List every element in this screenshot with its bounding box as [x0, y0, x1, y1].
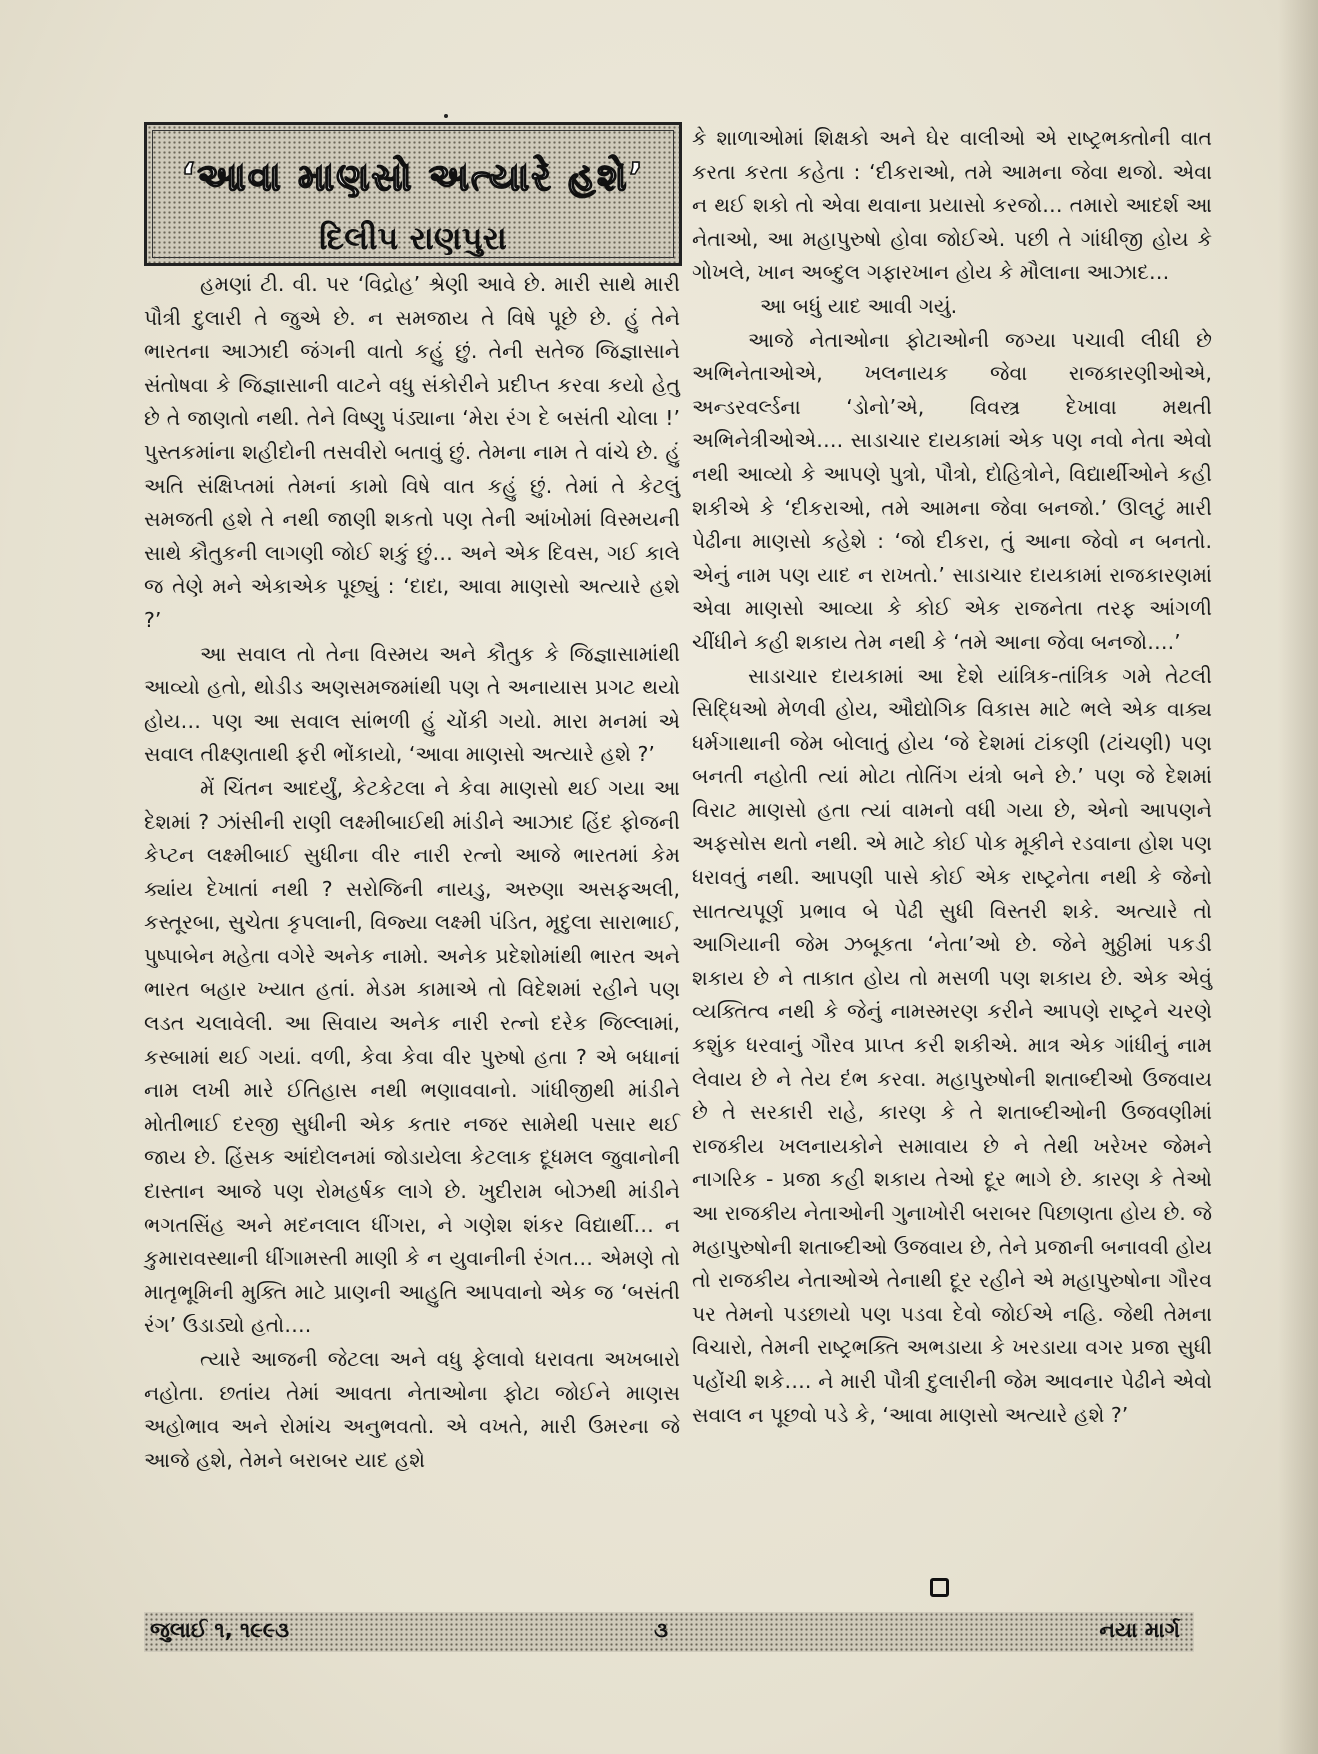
footer-page-number: ૩ [654, 1618, 668, 1642]
left-column [144, 268, 680, 1477]
paragraph: સાડાચાર દાયકામાં આ દેશે યાંત્રિક-તાંત્રિક ગમે તેટલી સિદ્ધિઓ મેળવી હોય, ઔદ્યોગિક વિકાસ માટે ભલે એક વાક્ય ધર્મગાથાની જેમ બોલાતું હોય ‘જે દેશમાં ટાંકણી (ટાંચણી) પણ બનતી નહોતી ત્યાં મોટા તોતિંગ યંત્રો બને છે.’ પણ જે દેશમાં વિરાટ માણસો હતા ત્યાં વામનો વધી ગયા છે, એનો આપણને અફસોસ થતો નથી. એ માટે કોઈ પોક મૂકીને રડવાના હોશ પણ ધરાવતું નથી. આપણી પાસે કોઈ એક રાષ્ટ્રનેતા નથી કે જેનો સાતત્યપૂર્ણ પ્રભાવ બે પેઢી સુધી વિસ્તરી શકે. અત્યારે તો આગિયાની જેમ ઝબૂકતા ‘નેતા’ઓ છે. જેને મુઠ્ઠીમાં પકડી શકાય છે ને તાકાત હોય તો મસળી પણ શકાય છે. એક એવું વ્યક્તિત્વ નથી કે જેનું નામસ્મરણ કરીને આપણે રાષ્ટ્રને ચરણે કશુંક ધરવાનું ગૌરવ પ્રાપ્ત કરી શકીએ. માત્ર એક ગાંધીનું નામ લેવાય છે ને તેય દંભ કરવા. મહાપુરુષોની શતાબ્દીઓ ઉજવાય છે તે સરકારી રાહે, કારણ કે તે શતાબ્દીઓની ઉજવણીમાં રાજકીય ખલનાયકોને સમાવાય છે ને તેથી ખરેખર જેમને નાગરિક - પ્રજા કહી શકાય તેઓ દૂર ભાગે છે. કારણ કે તેઓ આ રાજકીય નેતાઓની ગુનાખોરી બરાબર પિછાણતા હોય છે. જે મહાપુરુષોની શતાબ્દીઓ ઉજવાય છે, તેને પ્રજાની બનાવવી હોય તો રાજકીય નેતાઓએ તેનાથી દૂર રહીને એ મહાપુરુષોના ગૌરવ પર તેમનો પડછાયો પણ પડવા દેવો જોઈએ નહિ. જેથી તેમના વિચારો, તેમની રાષ્ટ્રભક્તિ અભડાયા કે ખરડાયા વગર પ્રજા સુધી પહોંચી શકે…. ને મારી પૌત્રી દુલારીની જેમ આવનાર પેઢીને એવો સવાલ ન પૂછવો પડે કે, ‘આવા માણસો અત્યારે હશે ?’ [692, 663, 1212, 1427]
article-title: ‘આવા માણસો અત્યારે હશે’ [181, 155, 645, 199]
paragraph-continued: કે શાળાઓમાં શિક્ષકો અને ઘેર વાલીઓ એ રાષ્ટ્રભક્તોની વાત કરતા કરતા કહેતા : ‘દીકરાઓ, તમે આમના જેવા થજો. એવા ન થઈ શકો તો એવા થવાના પ્રયાસો કરજો… તમારો આદર્શ આ નેતાઓ, આ મહાપુરુષો હોવા જોઈએ. પછી તે ગાંધીજી હોય કે ગોખલે, ખાન અબ્દુલ ગફારખાન હોય કે મૌલાના આઝાદ… [692, 126, 1212, 285]
page-footer [144, 1612, 1194, 1652]
footer-publication: નયા માર્ગ [1099, 1618, 1180, 1642]
article-end-mark [930, 1578, 949, 1597]
footer-date: જુલાઈ ૧, ૧૯૯૩ [150, 1618, 290, 1642]
paragraph: આ બધું યાદ આવી ગયું. [760, 293, 958, 318]
right-column [692, 122, 1212, 1432]
paragraph: આજે નેતાઓના ફોટાઓની જગ્યા પચાવી લીધી છે અભિનેતાઓએ, ખલનાયક જેવા રાજકારણીઓએ, અન્ડરવર્લ્ડના ‘ડોનો’એ, વિવસ્ત્ર દેખાવા મથતી અભિનેત્રીઓએ…. સાડાચાર દાયકામાં એક પણ નવો નેતા એવો નથી આવ્યો કે આપણે પુત્રો, પૌત્રો, દોહિત્રોને, વિદ્યાર્થીઓને કહી શકીએ કે ‘દીકરાઓ, તમે આમના જેવા બનજો.’ ઊલટું મારી પેઢીના માણસો કહેશે : ‘જો દીકરા, તું આના જેવો ન બનતો. એનું નામ પણ યાદ ન રાખતો.’ સાડાચાર દાયકામાં રાજકારણમાં એવા માણસો આવ્યા કે કોઈ એક રાજનેતા તરફ આંગળી ચીંધીને કહી શકાય તેમ નથી કે ‘તમે આના જેવા બનજો….’ [692, 327, 1212, 654]
article-title-box [144, 122, 682, 266]
print-dot [444, 114, 448, 118]
article-author: દિલીપ રાણપુરા [319, 219, 507, 257]
paragraph: મેં ચિંતન આદર્યું, કેટકેટલા ને કેવા માણસો થઈ ગયા આ દેશમાં ? ઝાંસીની રાણી લક્ષ્મીબાઈથી માંડીને આઝાદ હિંદ ફોજની કેપ્ટન લક્ષ્મીબાઈ સુધીના વીર નારી રત્નો આજે ભારતમાં કેમ ક્યાંય દેખાતાં નથી ? સરોજિની નાયડુ, અરુણા અસફઅલી, કસ્તૂરબા, સુચેતા કૃપલાની, વિજ્યા લક્ષ્મી પંડિત, મૃદુલા સારાભાઈ, પુષ્પાબેન મહેતા વગેરે અનેક નામો. અનેક પ્રદેશોમાંથી ભારત અને ભારત બહાર ખ્યાત હતાં. મેડમ કામાએ તો વિદેશમાં રહીને પણ લડત ચલાવેલી. આ સિવાય અનેક નારી રત્નો દરેક જિલ્લામાં, કસ્બામાં થઈ ગયાં. વળી, કેવા કેવા વીર પુરુષો હતા ? એ બધાનાં નામ લખી મારે ઈતિહાસ નથી ભણાવવાનો. ગાંધીજીથી માંડીને મોતીભાઈ દરજી સુધીની એક કતાર નજર સામેથી પસાર થઈ જાય છે. હિંસક આંદોલનમાં જોડાયેલા કેટલાક દૂધમલ જુવાનોની દાસ્તાન આજે પણ રોમહર્ષક લાગે છે. ખુદીરામ બોઝથી માંડીને ભગતસિંહ અને મદનલાલ ધીંગરા, ને ગણેશ શંકર વિદ્યાર્થી… ન કુમારાવસ્થાની ધીંગામસ્તી માણી કે ન યુવાનીની રંગત… એમણે તો માતૃભૂમિની મુક્તિ માટે પ્રાણની આહુતિ આપવાનો એક જ ‘બસંતી રંગ’ ઉડાડ્યો હતો…. [144, 775, 680, 1338]
page-edge-shadow [1278, 0, 1318, 1754]
paragraph: ત્યારે આજની જેટલા અને વધુ ફેલાવો ધરાવતા અખબારો નહોતા. છતાંય તેમાં આવતા નેતાઓના ફોટા જોઈને માણસ અહોભાવ અને રોમાંચ અનુભવતો. એ વખતે, મારી ઉમરના જે આજે હશે, તેમને બરાબર યાદ હશે [144, 1347, 680, 1472]
paragraph: આ સવાલ તો તેના વિસ્મય અને કૌતુક કે જિજ્ઞાસામાંથી આવ્યો હતો, થોડીડ અણસમજમાંથી પણ તે અનાયાસ પ્રગટ થયો હોય… પણ આ સવાલ સાંભળી હું ચોંકી ગયો. મારા મનમાં એ સવાલ તીક્ષ્ણતાથી ફરી ભોંકાયો, ‘આવા માણસો અત્યારે હશે ?’ [144, 641, 680, 767]
paragraph: હમણાં ટી. વી. પર ‘વિદ્રોહ’ શ્રેણી આવે છે. મારી સાથે મારી પૌત્રી દુલારી તે જુએ છે. ન સમજાય તે વિષે પૂછે છે. હું તેને ભારતના આઝાદી જંગની વાતો કહું છું. તેની સતેજ જિજ્ઞાસાને સંતોષવા કે જિજ્ઞાસાની વાટને વધુ સંકોરીને પ્રદીપ્ત કરવા કયો હેતુ છે તે જાણતો નથી. તેને વિષ્ણુ પંડ્યાના ‘મેરા રંગ દે બસંતી ચોલા !’ પુસ્તકમાંના શહીદોની તસવીરો બતાવું છું. તેમના નામ તે વાંચે છે. હું અતિ સંક્ષિપ્તમાં તેમનાં કામો વિષે વાત કહું છું. તેમાં તે કેટલું સમજતી હશે તે નથી જાણી શકતો પણ તેની આંખોમાં વિસ્મયની સાથે કૌતુકની લાગણી જોઈ શકું છું… અને એક દિવસ, ગઈ કાલે જ તેણે મને એકાએક પૂછ્યું : ‘દાદા, આવા માણસો અત્યારે હશે ?’ [144, 272, 680, 632]
